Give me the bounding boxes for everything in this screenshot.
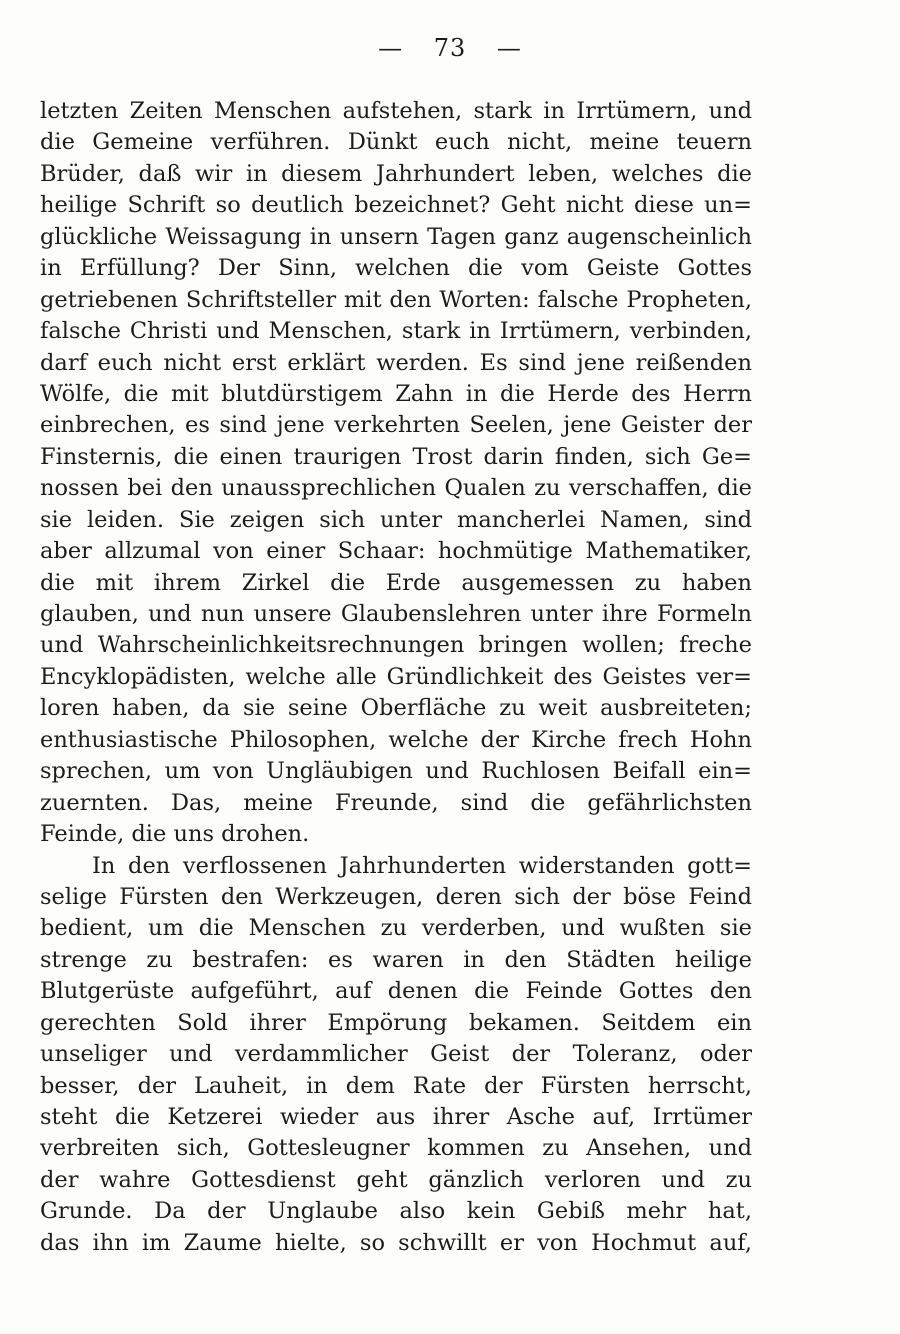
text-line: enthusiastische Philosophen, welche der Kirche frech Hohn [40,726,752,753]
text-line: sie leiden. Sie zeigen sich unter mancherlei Namen, sind [40,506,752,533]
text-line: Finsternis, die einen traurigen Trost darin finden, sich Ge= [40,443,752,470]
text-line: das ihn im Zaume hielte, so schwillt er von Hochmut auf, [40,1229,752,1256]
text-line: sprechen, um von Ungläubigen und Ruchlosen Beifall ein= [40,758,752,785]
text-line: letzten Zeiten Menschen aufstehen, stark in Irrtümern, und [40,98,752,124]
paragraph-end-line: Feinde, die uns drohen. [40,821,310,848]
text-line: verbreiten sich, Gottesleugner kommen zu Ansehen, und [40,1135,752,1162]
text-line: bedient, um die Menschen zu verderben, und wußten sie [40,915,752,942]
text-line: in Erfüllung? Der Sinn, welchen die vom Geiste Gottes [40,255,752,282]
text-line: selige Fürsten den Werkzeugen, deren sich der böse Feind [40,883,752,910]
text-line: getriebenen Schriftsteller mit den Worten: falsche Propheten, [40,286,752,313]
text-line: strenge zu bestrafen: es waren in den Städten heilige [40,946,752,973]
text-line: glückliche Weissagung in unsern Tagen ganz augenscheinlich [40,223,752,250]
text-line: loren haben, da sie seine Oberfläche zu weit ausbreiteten; [40,695,752,722]
text-line: Brüder, daß wir in diesem Jahrhundert leben, welches die [40,160,752,187]
text-line: steht die Ketzerei wieder aus ihrer Asche auf, Irrtümer [40,1104,752,1130]
text-line: und Wahrscheinlichkeitsrechnungen bringen wollen; freche [40,632,752,659]
text-line: Blutgerüste aufgeführt, auf denen die Feinde Gottes den [40,978,752,1005]
text-line: zuernten. Das, meine Freunde, sind die gefährlichsten [40,789,752,816]
header-dash-right: — [496,34,522,62]
text-line: unseliger und verdammlicher Geist der Toleranz, oder [40,1041,752,1068]
text-line: die mit ihrem Zirkel die Erde ausgemessen zu haben [40,569,752,596]
body-text [40,96,752,1259]
page-header [0,34,900,62]
text-line: gerechten Sold ihrer Empörung bekamen. Seitdem ein [40,1009,752,1036]
page-number: 73 [433,34,467,62]
text-line: glauben, und nun unsere Glaubenslehren unter ihre Formeln [40,601,752,627]
text-line: aber allzumal von einer Schaar: hochmütige Mathematiker, [40,538,752,565]
text-line: die Gemeine verführen. Dünkt euch nicht, meine teuern [40,129,752,156]
text-line: nossen bei den unaussprechlichen Qualen zu verschaffen, die [40,475,752,502]
text-line: Encyklopädisten, welche alle Gründlichkeit des Geistes ver= [40,663,752,690]
text-line: der wahre Gottesdienst geht gänzlich verloren und zu [40,1166,752,1193]
text-line: besser, der Lauheit, in dem Rate der Fürsten herrscht, [40,1072,752,1099]
text-line: falsche Christi und Menschen, stark in Irrtümern, verbinden, [40,318,752,345]
header-dash-left: — [378,34,404,62]
text-line: darf euch nicht erst erklärt werden. Es sind jene reißenden [40,349,752,376]
text-line: Grunde. Da der Unglaube also kein Gebiß mehr hat, [40,1198,752,1225]
text-line: heilige Schrift so deutlich bezeichnet? Geht nicht diese un= [40,192,752,219]
text-line: einbrechen, es sind jene verkehrten Seelen, jene Geister der [40,412,752,439]
paragraph-start-line: In den verflossenen Jahrhunderten widerstanden gott= [92,852,752,879]
text-line: Wölfe, die mit blutdürstigem Zahn in die Herde des Herrn [40,380,752,407]
